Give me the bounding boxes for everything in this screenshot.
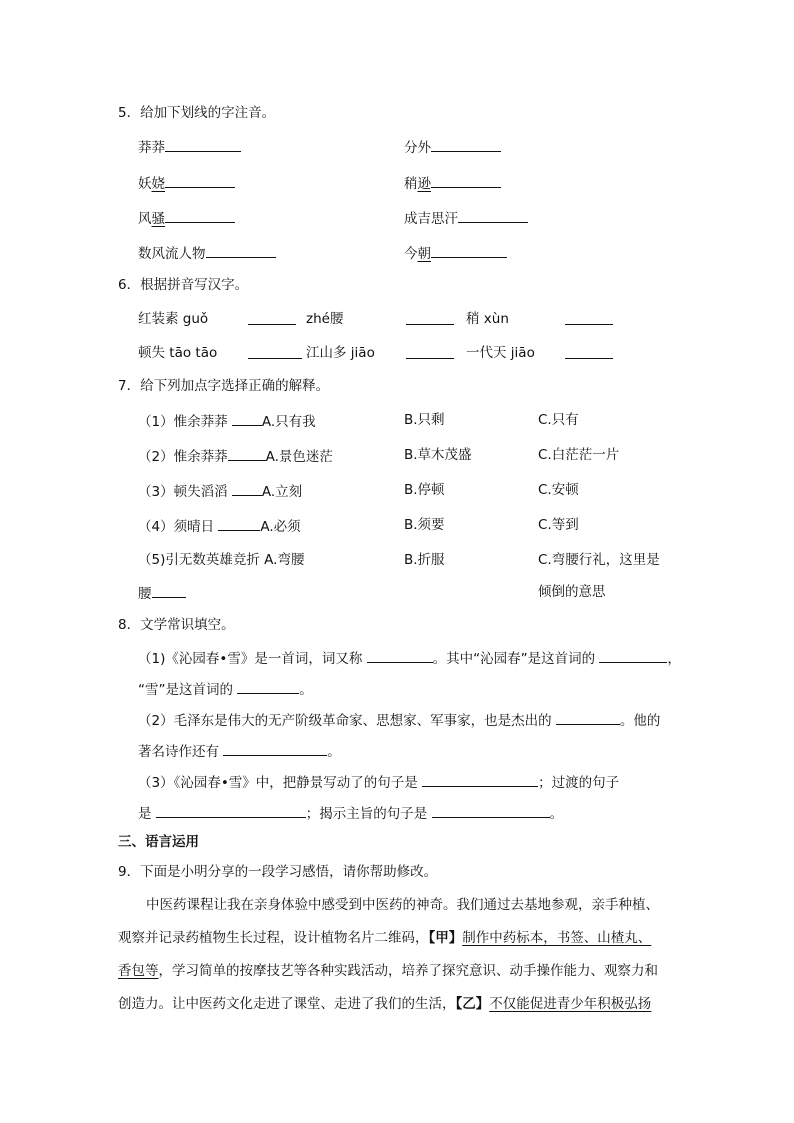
q8-line-4: 著名诗作还有 。	[138, 741, 341, 761]
answer-blank[interactable]	[237, 679, 299, 694]
answer-blank[interactable]	[248, 310, 296, 325]
q5-item-7: 数风流人物	[138, 243, 276, 263]
answer-blank[interactable]	[156, 803, 306, 818]
q7-stem-5-cont: 腰	[138, 583, 186, 603]
q6-item-6: 一代天 jiāo	[466, 345, 535, 361]
q7-option-c-2: C.白茫茫一片	[538, 447, 620, 463]
answer-blank[interactable]	[218, 516, 260, 531]
answer-blank[interactable]	[165, 173, 235, 188]
q8-line-3: （2）毛泽东是伟大的无产阶级革命家、思想家、军事家，也是杰出的 。他的	[138, 710, 660, 730]
q5-title: 5．给加下划线的字注音。	[118, 105, 276, 121]
answer-blank[interactable]	[206, 243, 276, 258]
mark-jia: 【甲】	[428, 930, 463, 946]
q8-line-2: “雪”是这首词的 。	[138, 679, 313, 699]
section-heading: 三、语言运用	[118, 834, 199, 850]
answer-blank[interactable]	[248, 344, 302, 359]
answer-blank[interactable]	[165, 137, 241, 152]
q7-option-b-5: B.折服	[404, 552, 445, 568]
q9-paragraph-line-1: 中医药课程让我在亲身体验中感受到中医药的神奇。我们通过去基地参观，亲手种植、	[146, 897, 659, 913]
answer-blank[interactable]	[232, 481, 262, 496]
q6-item-1: 红装素 guǒ	[138, 311, 209, 327]
answer-blank[interactable]	[599, 648, 667, 663]
q8-title: 8．文学常识填空。	[118, 617, 235, 633]
q6-item-4: 顿失 tāo tāo	[138, 345, 218, 361]
answer-blank[interactable]	[432, 803, 550, 818]
answer-blank[interactable]	[556, 710, 620, 725]
answer-blank[interactable]	[165, 208, 235, 223]
q7-stem-5: （5)引无数英雄竞折 A.弯腰	[138, 552, 305, 568]
q7-option-c-5: C.弯腰行礼，这里是	[538, 552, 660, 568]
q9-paragraph-line-2: 观察并记录药植物生长过程，设计植物名片二维码，【甲】制作中药标本，书签、山楂丸、	[118, 930, 652, 946]
q9-paragraph-line-3: 香包等，学习简单的按摩技艺等各种实践活动，培养了探究意识、动手操作能力、观察力和	[118, 963, 658, 979]
q7-option-c-1: C.只有	[538, 412, 579, 428]
answer-blank[interactable]	[152, 583, 186, 598]
q7-stem-1: （1）惟余莽莽 A.只有我	[138, 411, 316, 431]
q5-item-1: 莽莽	[138, 137, 241, 157]
answer-blank[interactable]	[431, 173, 501, 188]
answer-blank[interactable]	[232, 411, 262, 426]
underlined-sentence-jia-cont: 香包等	[118, 963, 159, 979]
q7-option-c-4: C.等到	[538, 517, 579, 533]
answer-blank[interactable]	[223, 741, 327, 756]
answer-blank[interactable]	[367, 648, 433, 663]
q7-option-c-5-cont: 倾倒的意思	[538, 584, 606, 600]
q5-item-5: 风骚	[138, 208, 235, 228]
q6-item-5: 江山多 jiāo	[306, 345, 375, 361]
mark-yi: 【乙】	[455, 996, 490, 1012]
q8-line-5: （3）《沁园春•雪》中，把静景写动了的句子是 ；过渡的句子	[138, 772, 619, 792]
q5-item-2: 分外	[404, 137, 501, 157]
answer-blank[interactable]	[406, 310, 454, 325]
answer-blank[interactable]	[458, 208, 528, 223]
q7-stem-2: （2）惟余莽莽 A.景色迷茫	[138, 446, 333, 466]
answer-blank[interactable]	[431, 243, 507, 258]
q8-line-6: 是 ；揭示主旨的句子是 。	[138, 803, 563, 823]
q9-title: 9．下面是小明分享的一段学习感悟，请你帮助修改。	[118, 864, 438, 880]
answer-blank[interactable]	[422, 772, 538, 787]
underlined-sentence-jia: 制作中药标本，书签、山楂丸、	[462, 930, 652, 946]
underlined-sentence-yi: 不仅能促进青少年积极弘扬	[489, 996, 652, 1012]
answer-blank[interactable]	[228, 446, 266, 461]
q7-option-b-1: B.只剩	[404, 412, 445, 428]
q7-option-b-2: B.草木茂盛	[404, 447, 472, 463]
answer-blank[interactable]	[565, 344, 613, 359]
q6-item-3: 稍 xùn	[466, 311, 509, 327]
q6-item-2: zhé腰	[306, 311, 344, 327]
answer-blank[interactable]	[565, 310, 613, 325]
q7-title: 7．给下列加点字选择正确的解释。	[118, 378, 330, 394]
q7-stem-4: （4）须晴日 A.必须	[138, 516, 301, 536]
q8-line-1: （1)《沁园春•雪》是一首词，词又称 。其中“沁园春”是这首词的 ，	[138, 648, 681, 668]
answer-blank[interactable]	[431, 137, 501, 152]
answer-blank[interactable]	[406, 344, 454, 359]
q7-stem-3: （3）顿失滔滔 A.立刻	[138, 481, 302, 501]
q5-item-6: 成吉思汗	[404, 208, 528, 228]
q9-paragraph-line-4: 创造力。让中医药文化走进了课堂、走进了我们的生活，【乙】不仅能促进青少年积极弘扬	[118, 996, 652, 1012]
q7-option-c-3: C.安顿	[538, 482, 579, 498]
q6-title: 6．根据拼音写汉字。	[118, 277, 249, 293]
q7-option-b-4: B.须要	[404, 517, 445, 533]
q7-option-b-3: B.停顿	[404, 482, 445, 498]
q5-item-8: 今朝	[404, 243, 507, 263]
q5-item-3: 妖娆	[138, 173, 235, 193]
q5-item-4: 稍逊	[404, 173, 501, 193]
